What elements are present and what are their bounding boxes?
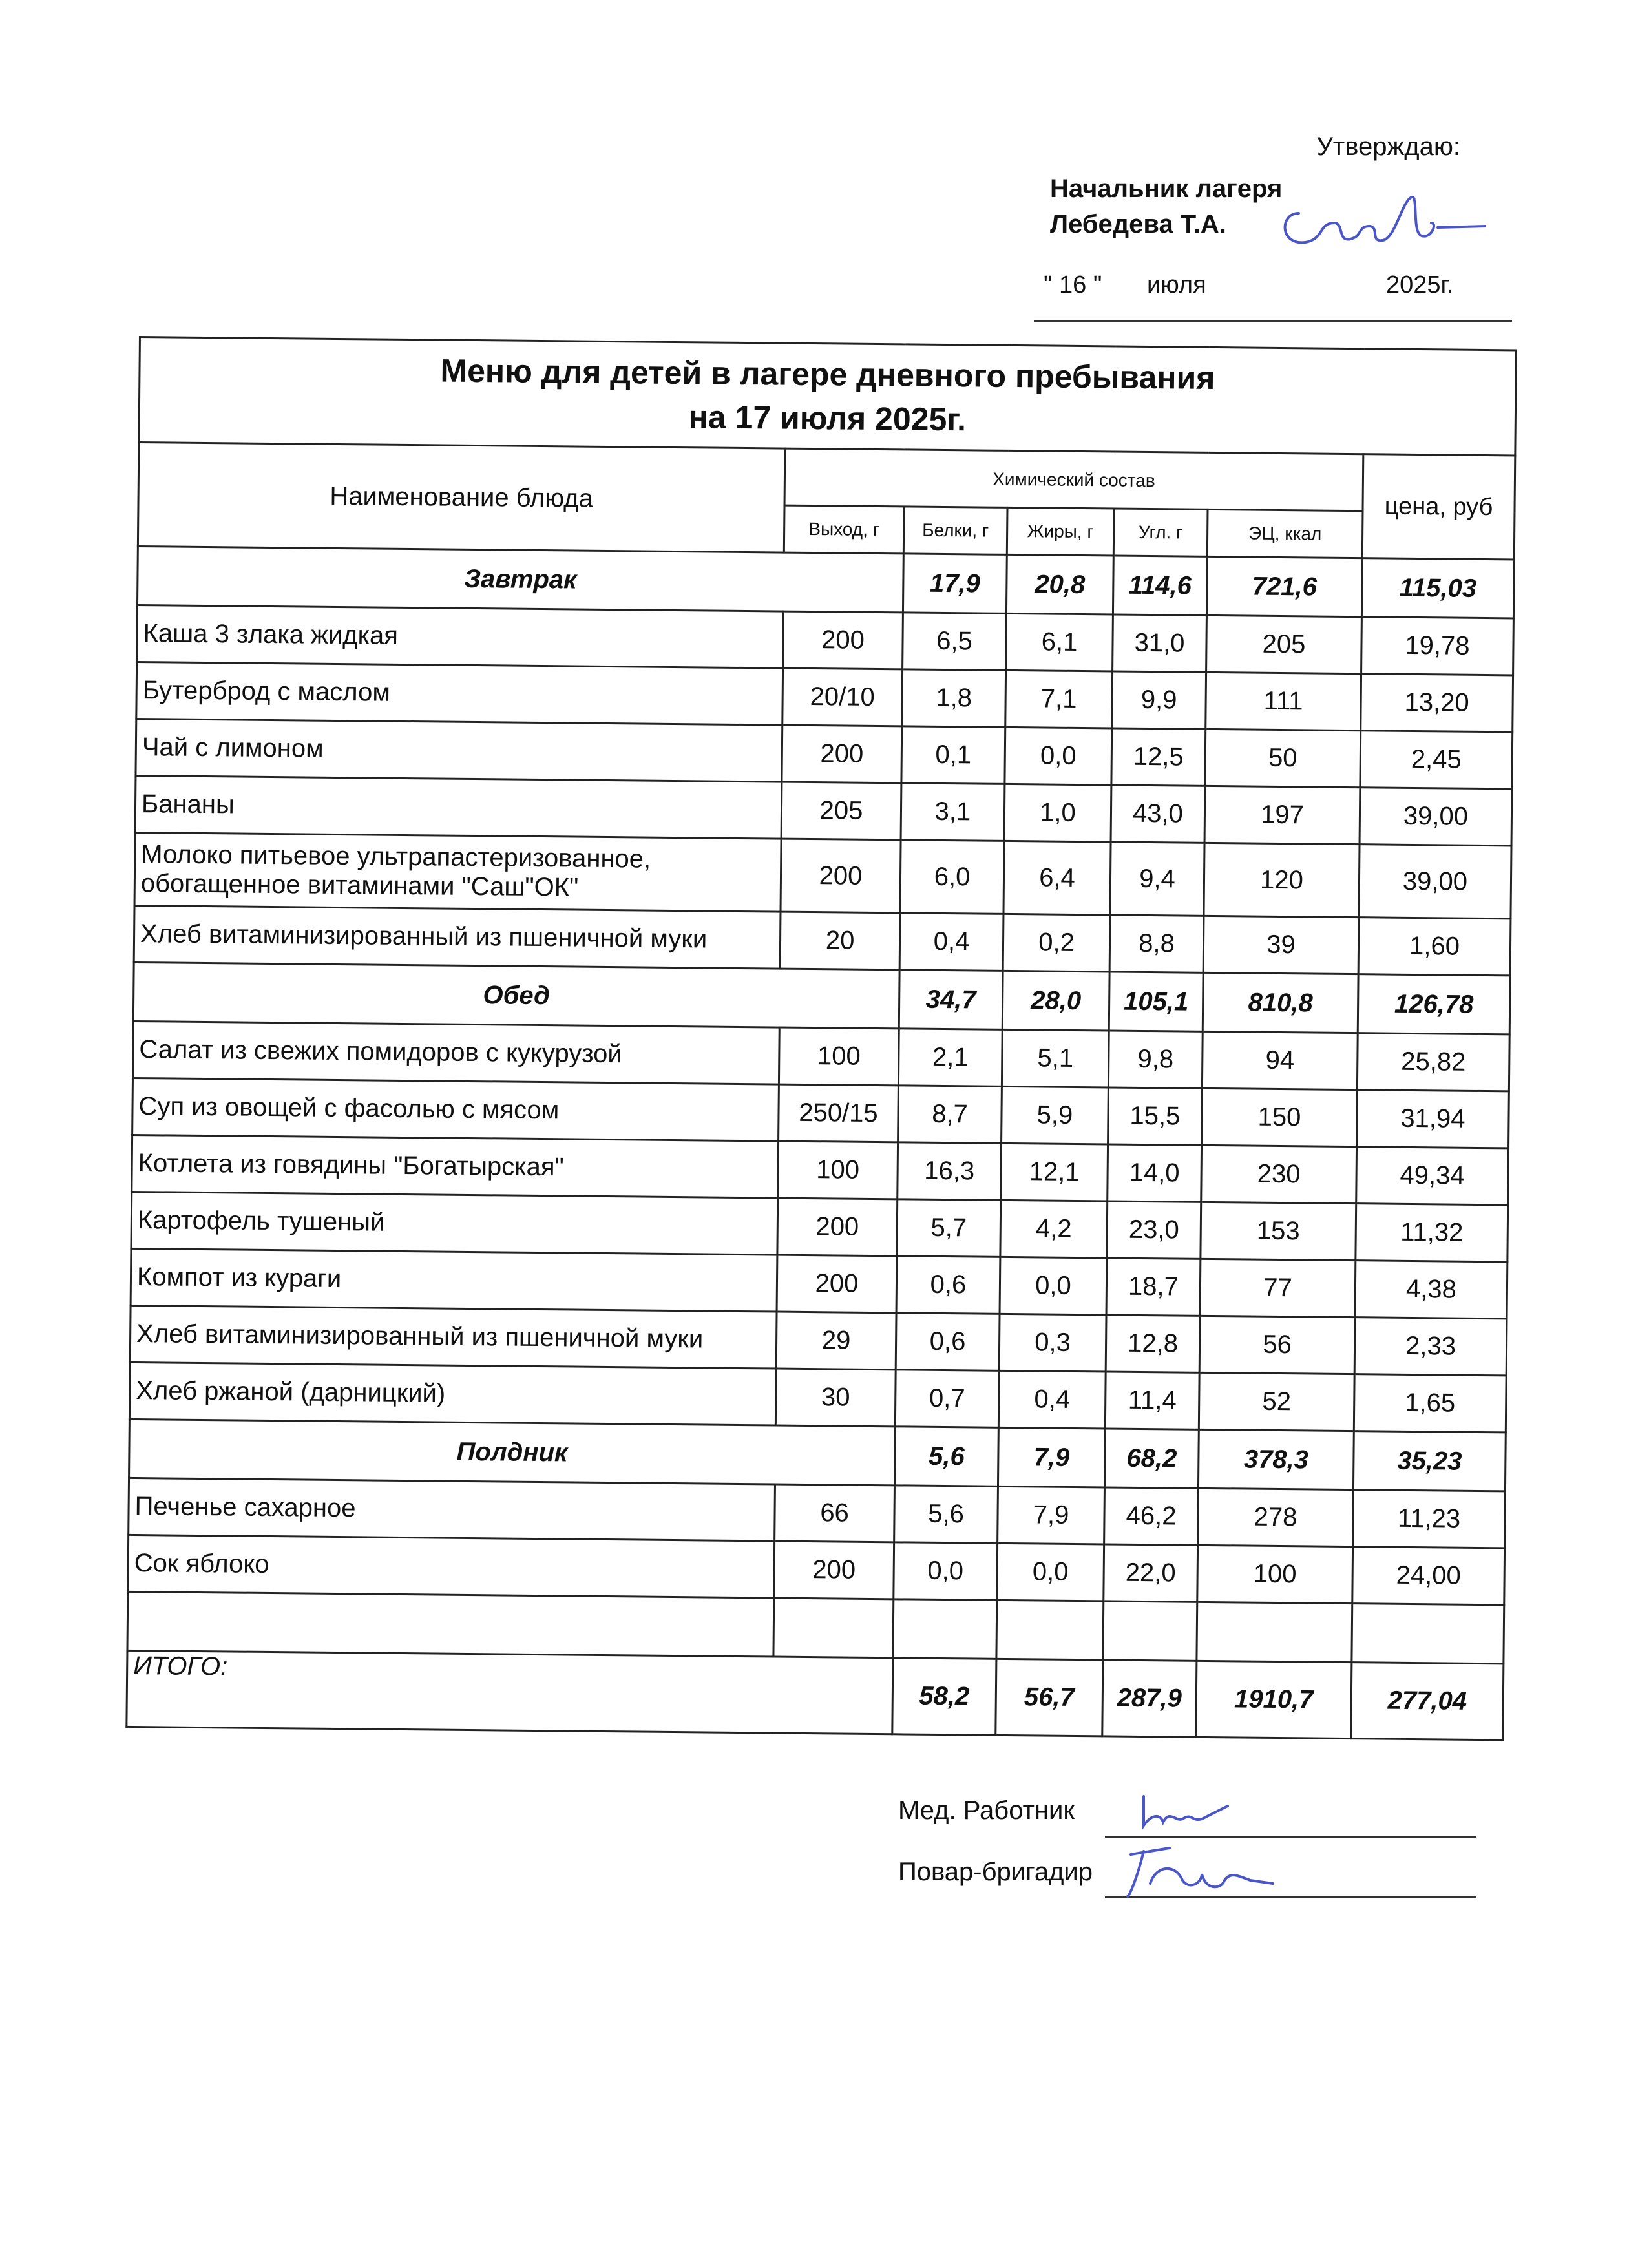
cell-protein: 8,7: [898, 1086, 1002, 1144]
header-protein: Белки, г: [903, 507, 1007, 555]
cell-carbs: 12,8: [1106, 1315, 1200, 1372]
cell-price: 39,00: [1360, 788, 1512, 846]
date-underline: [1034, 320, 1512, 322]
cell-kcal: 39: [1203, 916, 1359, 974]
cell-fat: 0,4: [998, 1370, 1106, 1429]
approver-signature: [1273, 187, 1486, 258]
date-day: " 16 ": [1044, 271, 1102, 299]
total-price: 277,04: [1351, 1663, 1504, 1740]
cell-kcal: 150: [1202, 1088, 1358, 1146]
cell-protein: 5,7: [897, 1199, 1001, 1257]
cell-output: 20/10: [782, 668, 903, 726]
cell-output: 205: [781, 782, 901, 840]
cell-kcal: 230: [1201, 1145, 1357, 1203]
cell-price: 13,20: [1361, 674, 1513, 732]
cell-fat: 0,3: [999, 1314, 1106, 1372]
cell-protein: 5,6: [894, 1486, 998, 1544]
cell-price: 24,00: [1352, 1547, 1505, 1605]
menu-title-line2: на 17 июля 2025г.: [688, 399, 967, 438]
header-price: цена, руб: [1362, 454, 1515, 560]
empty-cell: [1352, 1604, 1504, 1664]
cell-fat: 5,9: [1002, 1086, 1109, 1144]
cell-carbs: 9,9: [1112, 671, 1206, 729]
cell-price: 4,38: [1355, 1261, 1507, 1319]
cell-price: 19,78: [1361, 617, 1514, 675]
cell-protein: 1,8: [902, 669, 1006, 728]
cell-kcal: 100: [1197, 1545, 1353, 1603]
approver-name: Лебедева Т.А.: [1050, 210, 1226, 238]
cell-kcal: 278: [1198, 1488, 1354, 1546]
section-total-carbs: 68,2: [1104, 1429, 1199, 1488]
total-row: [127, 1650, 1504, 1739]
cell-fat: 6,1: [1006, 613, 1113, 671]
cell-output: 29: [776, 1312, 896, 1370]
cell-fat: 5,1: [1002, 1029, 1109, 1087]
header-chemical-composition: Химический состав: [784, 448, 1363, 511]
section-total-fat: 28,0: [1002, 971, 1109, 1031]
cell-fat: 7,9: [998, 1486, 1105, 1544]
section-name: Полдник: [129, 1419, 896, 1485]
cell-output: 200: [777, 1255, 897, 1313]
cell-kcal: 153: [1201, 1202, 1356, 1260]
cell-carbs: 9,8: [1108, 1031, 1203, 1088]
cell-kcal: 52: [1199, 1372, 1354, 1431]
section-total-price: 115,03: [1361, 558, 1514, 618]
empty-cell: [773, 1598, 894, 1658]
cell-fat: 0,0: [1005, 727, 1112, 785]
header-kcal: ЭЦ, ккал: [1207, 509, 1363, 558]
approval-block: [1034, 126, 1512, 339]
dish-name: Хлеб ржаной (дарницкий): [129, 1362, 776, 1425]
empty-cell: [1197, 1602, 1352, 1662]
cell-price: 2,33: [1354, 1318, 1507, 1376]
date-year: 2025г.: [1386, 271, 1454, 299]
cell-output: 30: [775, 1369, 896, 1427]
cell-price: 25,82: [1357, 1033, 1509, 1091]
section-total-price: 35,23: [1353, 1431, 1506, 1491]
total-fat: 56,7: [996, 1659, 1103, 1736]
cell-protein: 0,6: [896, 1313, 1000, 1371]
empty-cell: [996, 1600, 1104, 1660]
dish-name: Каша 3 злака жидкая: [137, 605, 784, 668]
cell-carbs: 18,7: [1106, 1258, 1201, 1316]
cell-output: 20: [780, 912, 900, 970]
cell-fat: 4,2: [1000, 1200, 1108, 1258]
cell-price: 1,65: [1354, 1374, 1506, 1433]
dish-name: Хлеб витаминизированный из пшеничной муки: [130, 1305, 777, 1369]
cell-carbs: 31,0: [1113, 614, 1207, 672]
cell-price: 11,23: [1353, 1490, 1506, 1548]
head-cook-label: Повар-бригадир: [898, 1858, 1093, 1886]
dish-name: Молоко питьевое ультрапастеризованное, обогащенное витаминами "Саш"ОК": [134, 832, 781, 912]
cell-kcal: 77: [1200, 1259, 1356, 1317]
dish-name: Печенье сахарное: [129, 1478, 775, 1541]
cell-fat: 0,0: [1000, 1257, 1107, 1315]
cell-carbs: 15,5: [1108, 1087, 1203, 1145]
cell-protein: 0,7: [895, 1370, 999, 1428]
approver-position: Начальник лагеря: [1050, 174, 1283, 203]
header-dish-name: Наименование блюда: [138, 443, 784, 553]
cell-price: 2,45: [1360, 731, 1513, 789]
section-name: Обед: [133, 962, 899, 1028]
menu-table: [125, 336, 1517, 1741]
date-month: июля: [1147, 271, 1206, 299]
head-cook-signature: [1111, 1838, 1279, 1903]
section-total-fat: 20,8: [1006, 554, 1113, 614]
cell-carbs: 12,5: [1111, 728, 1206, 786]
cell-price: 1,60: [1358, 918, 1511, 976]
dish-name: Компот из кураги: [131, 1248, 777, 1312]
dish-name: Картофель тушеный: [131, 1192, 778, 1255]
cell-output: 200: [781, 839, 901, 913]
section-total-protein: 5,6: [894, 1427, 998, 1487]
cell-protein: 16,3: [898, 1142, 1002, 1201]
cell-fat: 0,2: [1003, 914, 1110, 972]
cell-fat: 12,1: [1001, 1143, 1108, 1201]
cell-protein: 0,1: [901, 726, 1005, 784]
header-carbs: Угл. г: [1113, 509, 1208, 556]
dish-name: Салат из свежих помидоров с кукурузой: [132, 1021, 779, 1084]
total-label: ИТОГО:: [127, 1650, 893, 1734]
menu-title: [139, 337, 1516, 456]
cell-price: 39,00: [1359, 845, 1511, 919]
approve-title: Утверждаю:: [1316, 132, 1460, 161]
cell-kcal: 120: [1204, 843, 1360, 917]
signatures-block: [898, 1783, 1480, 1926]
cell-output: 200: [774, 1541, 894, 1599]
cell-carbs: 14,0: [1108, 1144, 1202, 1202]
cell-protein: 6,0: [900, 840, 1004, 914]
cell-carbs: 9,4: [1110, 842, 1204, 916]
cell-kcal: 56: [1199, 1316, 1355, 1374]
cell-price: 49,34: [1356, 1147, 1509, 1205]
cell-carbs: 22,0: [1104, 1544, 1198, 1602]
empty-cell: [893, 1599, 997, 1659]
cell-fat: 0,0: [997, 1543, 1104, 1601]
total-carbs: 287,9: [1102, 1660, 1197, 1737]
empty-cell: [1103, 1601, 1197, 1661]
dish-name: Чай с лимоном: [136, 719, 782, 782]
cell-output: 100: [778, 1141, 898, 1199]
dish-name: Суп из овощей с фасолью с мясом: [132, 1078, 779, 1141]
section-total-kcal: 810,8: [1203, 972, 1358, 1033]
cell-output: 200: [783, 611, 903, 669]
cell-output: 66: [775, 1484, 895, 1542]
menu-table-wrap: [125, 336, 1515, 1741]
cell-protein: 2,1: [898, 1029, 1002, 1087]
dish-name: Хлеб витаминизированный из пшеничной муки: [134, 905, 781, 969]
section-total-fat: 7,9: [998, 1427, 1105, 1487]
cell-carbs: 43,0: [1111, 785, 1205, 843]
cell-fat: 7,1: [1005, 670, 1113, 728]
menu-title-line1: Меню для детей в лагере дневного пребывания: [440, 352, 1215, 396]
dish-name: Сок яблоко: [128, 1535, 775, 1598]
cell-output: 200: [782, 725, 902, 783]
dish-name: Бутерброд с маслом: [136, 662, 783, 725]
total-protein: 58,2: [892, 1658, 996, 1736]
cell-price: 11,32: [1356, 1204, 1508, 1262]
cell-fat: 6,4: [1003, 841, 1111, 915]
dish-name: Бананы: [135, 775, 782, 839]
cell-protein: 0,4: [899, 913, 1003, 971]
cell-carbs: 23,0: [1107, 1201, 1201, 1259]
cell-price: 31,94: [1357, 1090, 1509, 1148]
cell-protein: 0,6: [896, 1256, 1000, 1314]
section-total-price: 126,78: [1358, 974, 1510, 1034]
cell-kcal: 111: [1206, 672, 1361, 730]
cell-output: 250/15: [779, 1084, 899, 1142]
cell-protein: 3,1: [901, 783, 1005, 841]
cell-protein: 0,0: [894, 1542, 998, 1601]
section-total-kcal: 721,6: [1206, 556, 1362, 616]
cell-kcal: 94: [1202, 1031, 1358, 1089]
cell-output: 200: [777, 1198, 898, 1256]
cell-carbs: 46,2: [1104, 1487, 1199, 1545]
cell-kcal: 50: [1205, 729, 1361, 787]
section-total-carbs: 105,1: [1109, 972, 1203, 1031]
cell-protein: 6,5: [903, 613, 1007, 671]
cell-kcal: 205: [1206, 615, 1362, 673]
table-row: [134, 832, 1511, 918]
med-worker-label: Мед. Работник: [898, 1796, 1075, 1825]
empty-cell: [127, 1591, 774, 1657]
cell-carbs: 11,4: [1105, 1372, 1199, 1429]
med-worker-signature: [1131, 1783, 1273, 1835]
section-name: Завтрак: [138, 546, 904, 612]
header-output: Выход, г: [784, 505, 904, 554]
section-total-kcal: 378,3: [1198, 1429, 1354, 1489]
section-total-carbs: 114,6: [1113, 556, 1207, 615]
cell-kcal: 197: [1204, 786, 1360, 844]
section-total-protein: 34,7: [899, 970, 1003, 1030]
dish-name: Котлета из говядины "Богатырская": [132, 1135, 779, 1198]
total-kcal: 1910,7: [1196, 1661, 1352, 1738]
section-total-protein: 17,9: [903, 554, 1007, 614]
cell-fat: 1,0: [1004, 784, 1111, 842]
cell-output: 100: [779, 1027, 899, 1086]
header-fat: Жиры, г: [1007, 507, 1114, 556]
cell-carbs: 8,8: [1109, 915, 1204, 972]
